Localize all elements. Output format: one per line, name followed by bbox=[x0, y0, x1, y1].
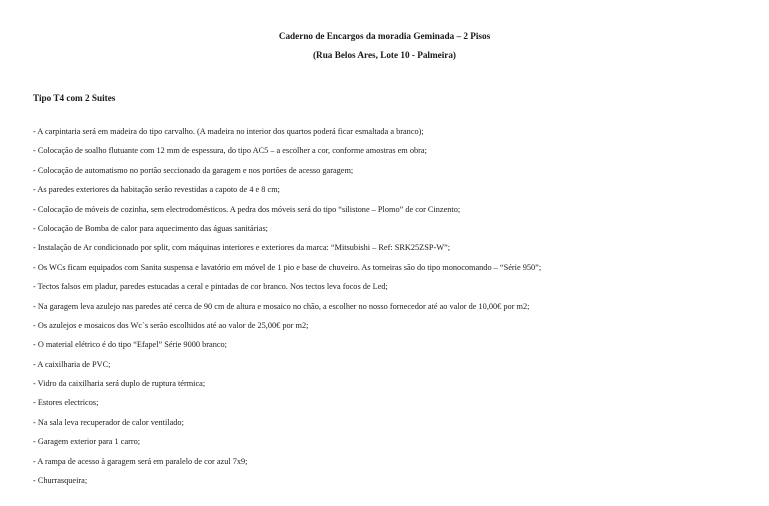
list-item: - A caixilharia de PVC; bbox=[33, 359, 111, 369]
list-item: - Tectos falsos em pladur, paredes estucadas a ceral e pintadas de cor branco. Nos tectos leva focos de Led; bbox=[33, 282, 388, 292]
list-item: - Churrasqueira; bbox=[33, 476, 88, 486]
list-item: - Colocação de soalho flutuante com 12 mm de espessura, do tipo AC5 – a escolher a cor, conforme amostras em obra; bbox=[33, 146, 427, 156]
list-item: - Instalação de Ar condicionado por split, com máquinas interiores e exteriores da marca: “Mitsubishi – Ref: SRK25ZSP-W”; bbox=[33, 243, 451, 253]
list-item: - Estores electricos; bbox=[33, 398, 99, 408]
list-item: - O material elétrico é do tipo “Efapel” Série 9000 branco; bbox=[33, 340, 227, 350]
list-item: - Garagem exterior para 1 carro; bbox=[33, 437, 141, 447]
list-item: - Na sala leva recuperador de calor ventilado; bbox=[33, 417, 184, 427]
list-item: - Colocação de automatismo no portão seccionado da garagem e nos portões de acesso garagem; bbox=[33, 165, 354, 175]
list-item: - Os WCs ficam equipados com Sanita suspensa e lavatório em móvel de 1 pio e base de chuveiro. As torneiras são do tipo monocomando – “Série 950”; bbox=[33, 262, 542, 272]
list-item: - As paredes exteriores da habitação serão revestidas a capoto de 4 e 8 cm; bbox=[33, 185, 280, 195]
section-heading: Tipo T4 com 2 Suites bbox=[33, 93, 116, 103]
list-item: - Os azulejos e mosaicos dos Wc`s serão escolhidos até ao valor de 25,00€ por m2; bbox=[33, 320, 309, 330]
list-item: - A rampa de acesso à garagem será em paralelo de cor azul 7x9; bbox=[33, 456, 248, 466]
document-title: Caderno de Encargos da moradia Geminada – 2 Pisos bbox=[278, 31, 491, 41]
specification-list bbox=[33, 126, 763, 494]
list-item: - Colocação de Bomba de calor para aquecimento das águas sanitárias; bbox=[33, 223, 268, 233]
list-item: - Colocação de móveis de cozinha, sem electrodomésticos. A pedra dos móveis será do tipo “silistone – Plomo” de cor Cinzento; bbox=[33, 204, 461, 214]
list-item: - Na garagem leva azulejo nas paredes até cerca de 90 cm de altura e mosaico no chão, a escolher no nosso fornecedor até ao valor de 10,00€ por m2; bbox=[33, 301, 530, 311]
list-item: - Vidro da caixilharia será duplo de ruptura térmica; bbox=[33, 379, 206, 389]
list-item: - A carpintaria será em madeira do tipo carvalho. (A madeira no interior dos quartos poderá ficar esmaltada a branco); bbox=[33, 127, 424, 136]
document-address: (Rua Belos Ares, Lote 10 - Palmeira) bbox=[313, 50, 456, 60]
